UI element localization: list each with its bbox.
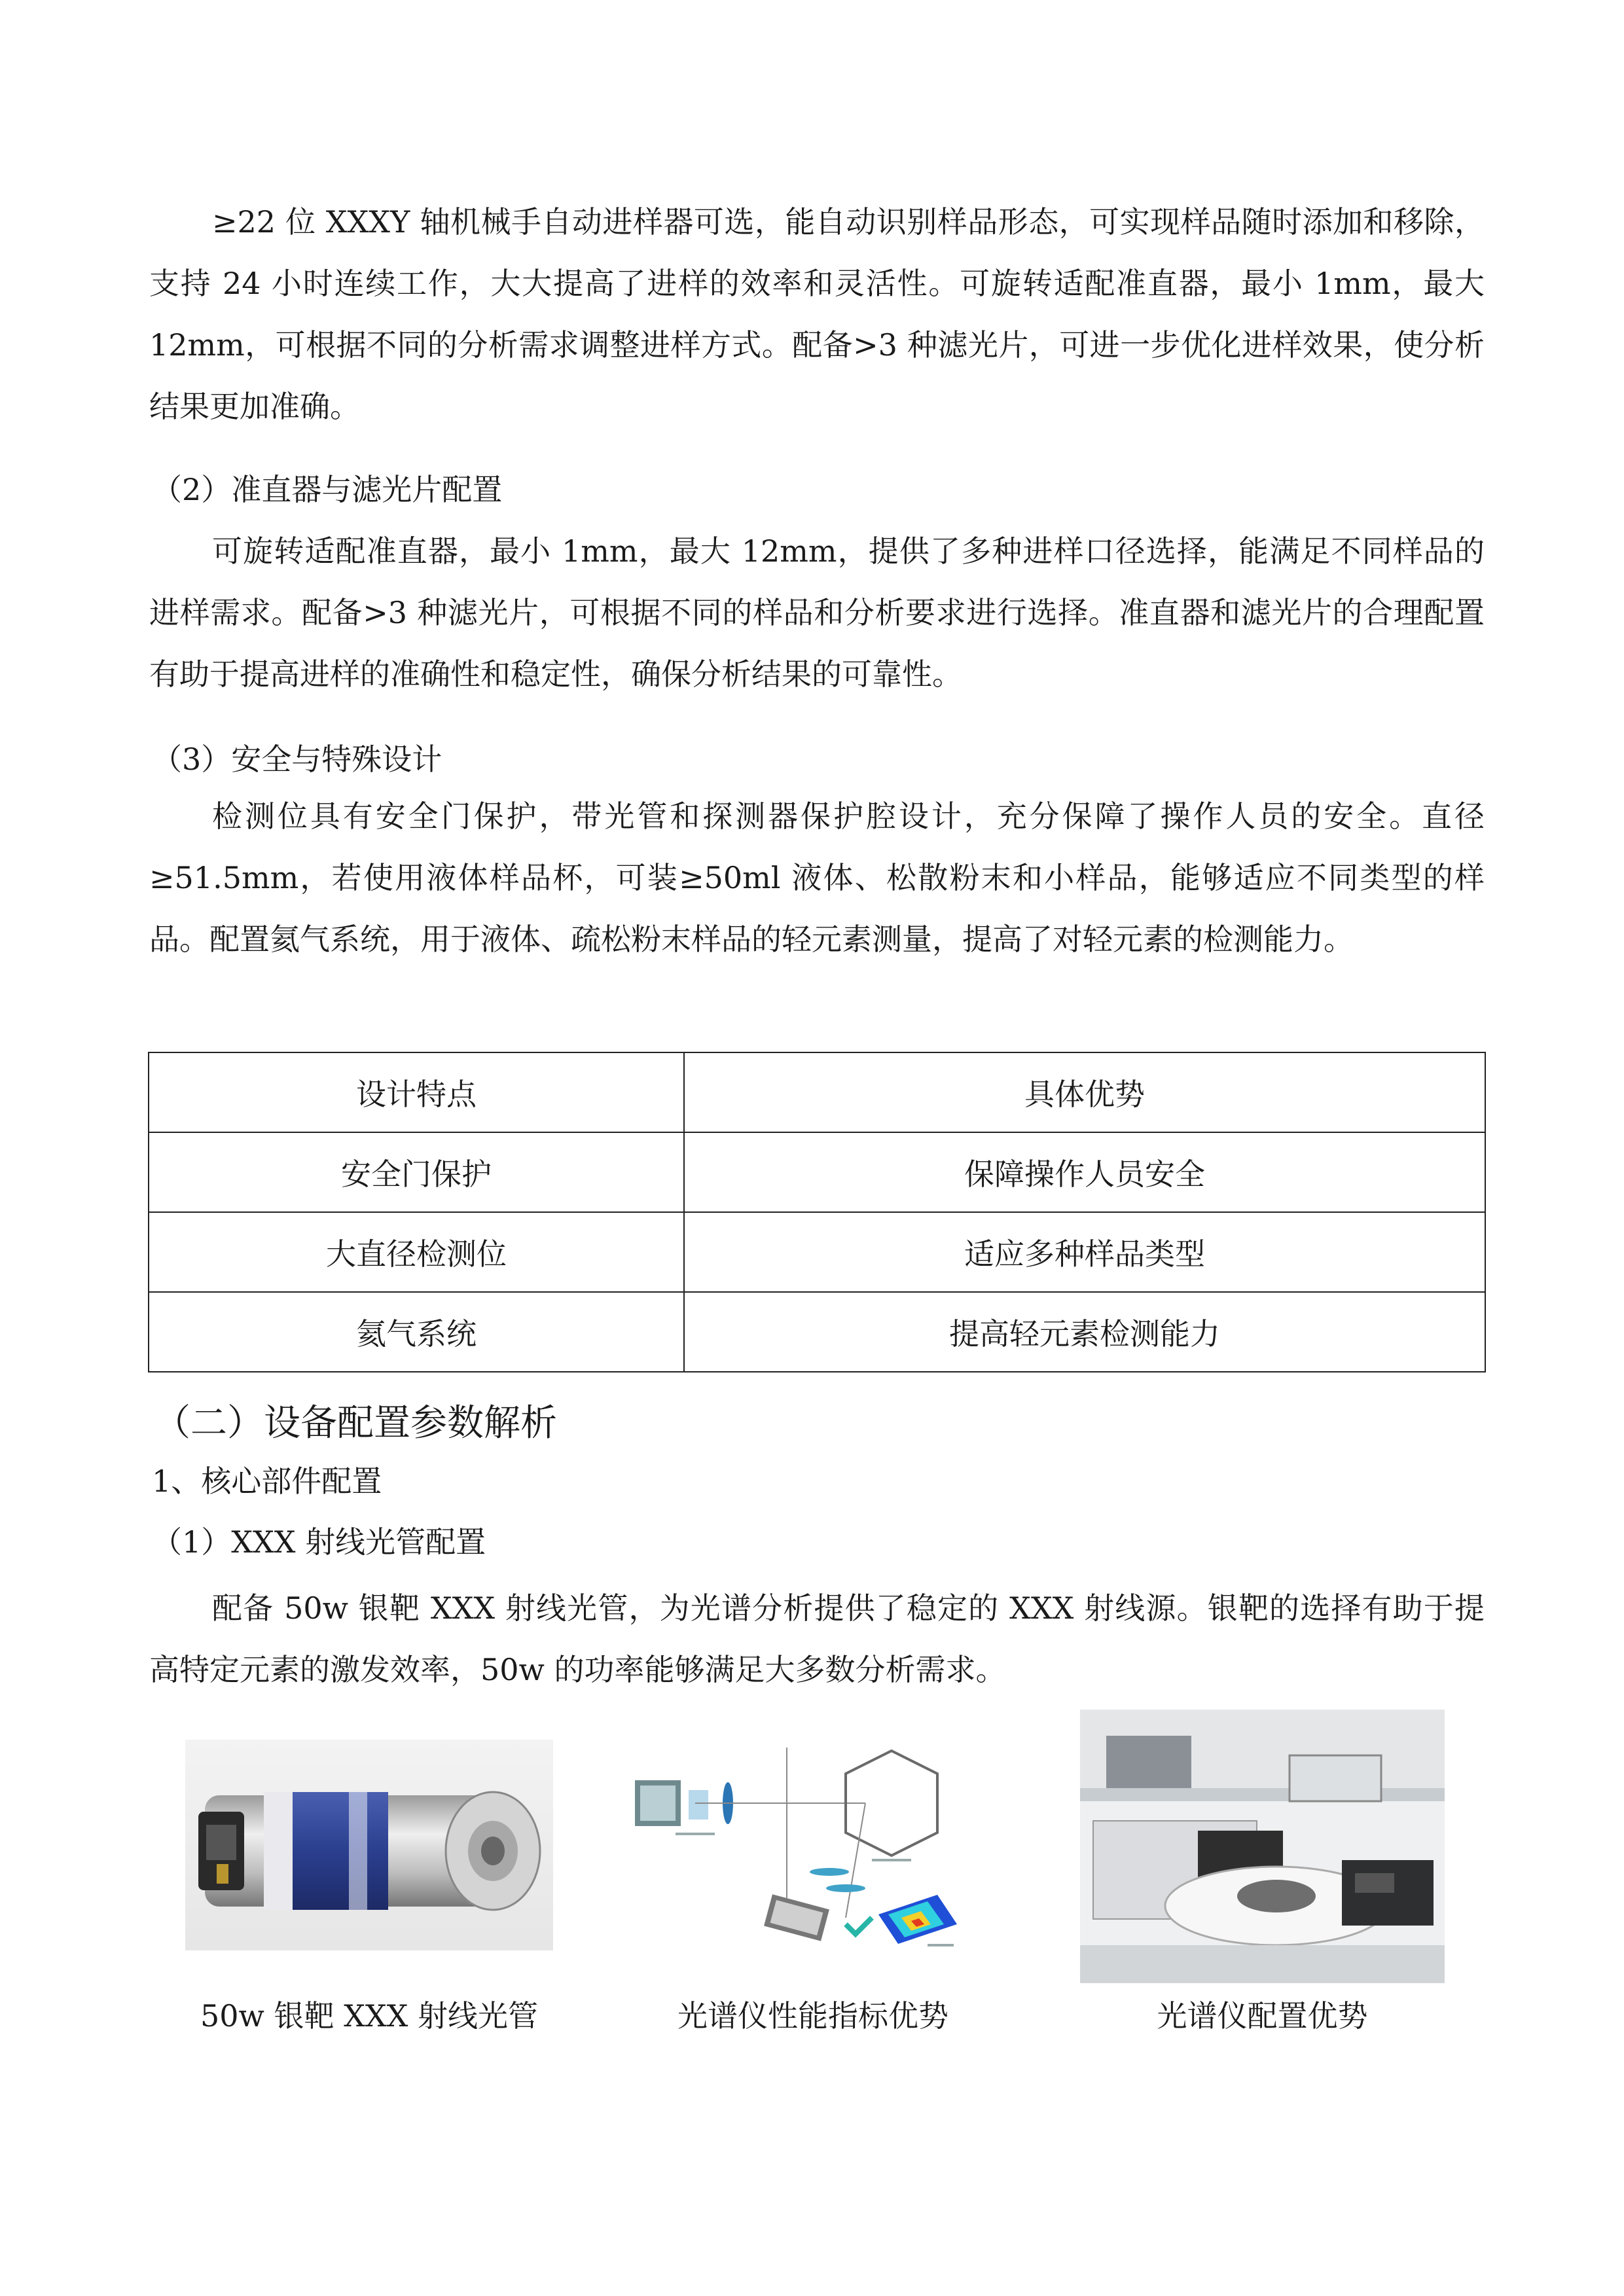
section-3-body: 检测位具有安全门保护，带光管和探测器保护腔设计，充分保障了操作人员的安全。直径≥51.5mm，若使用液体样品杯，可装≥50ml 液体、松散粉末和小样品，能够适应不同类型的样品。配置氦气系统，用于液体、疏松粉末样品的轻元素测量，提高了对轻元素的检测能力。 xyxy=(149,798,1485,957)
table-header-row xyxy=(149,1052,1485,1132)
design-features-table xyxy=(148,1052,1486,1372)
figure-caption-spectrometer-instrument: 光谱仪配置优势 xyxy=(1157,1998,1368,2034)
table-cell: 提高轻元素检测能力 xyxy=(684,1292,1485,1372)
spectrometer-instrument-photo xyxy=(1080,1710,1445,1983)
xray-tube-photo xyxy=(185,1740,553,1950)
section-2-heading: （2）准直器与滤光片配置 xyxy=(152,472,503,507)
section-3-heading: （3）安全与特殊设计 xyxy=(152,742,442,777)
figure-caption-xray-tube: 50w 银靶 XXX 射线光管 xyxy=(200,1998,539,2034)
table-row xyxy=(149,1292,1485,1372)
section-xray-body: 配备 50w 银靶 XXX 射线光管，为光谱分析提供了稳定的 XXX 射线源。银靶的选择有助于提高特定元素的激发效率，50w 的功率能够满足大多数分析需求。 xyxy=(149,1590,1485,1687)
table-cell: 大直径检测位 xyxy=(149,1212,684,1292)
table-row xyxy=(149,1132,1485,1212)
section-2-body: 可旋转适配准直器，最小 1mm，最大 12mm，提供了多种进样口径选择，能满足不同样品的进样需求。配备>3 种滤光片，可根据不同的样品和分析要求进行选择。准直器和滤光片的合理配置有助于提高进样的准确性和稳定性，确保分析结果的可靠性。 xyxy=(149,533,1485,692)
intro-paragraph: ≥22 位 XXXY 轴机械手自动进样器可选，能自动识别样品形态，可实现样品随时添加和移除，支持 24 小时连续工作，大大提高了进样的效率和灵活性。可旋转适配准直器，最小 1mm，最大 12mm，可根据不同的分析需求调整进样方式。配备>3 种滤光片，可进一步优化进样效果，使分析结果更加准确。 xyxy=(149,204,1485,424)
spectrometer-diagram xyxy=(630,1728,996,1960)
table-header-cell: 设计特点 xyxy=(149,1052,684,1132)
table-cell: 安全门保护 xyxy=(149,1132,684,1212)
section-xray-heading: （1）XXX 射线光管配置 xyxy=(152,1524,486,1560)
spectrometer-instrument-icon xyxy=(1080,1710,1445,1983)
table-row xyxy=(149,1212,1485,1292)
figure-caption-spectrometer-diagram: 光谱仪性能指标优势 xyxy=(677,1998,948,2034)
table-cell: 保障操作人员安全 xyxy=(684,1132,1485,1212)
xray-tube-icon xyxy=(185,1740,553,1950)
table-header-cell: 具体优势 xyxy=(684,1052,1485,1132)
table-cell: 适应多种样品类型 xyxy=(684,1212,1485,1292)
table-cell: 氦气系统 xyxy=(149,1292,684,1372)
subheading-core-components: 1、核心部件配置 xyxy=(152,1463,382,1499)
spectrometer-diagram-icon xyxy=(630,1728,996,1960)
chapter-heading: （二）设备配置参数解析 xyxy=(154,1402,557,1444)
